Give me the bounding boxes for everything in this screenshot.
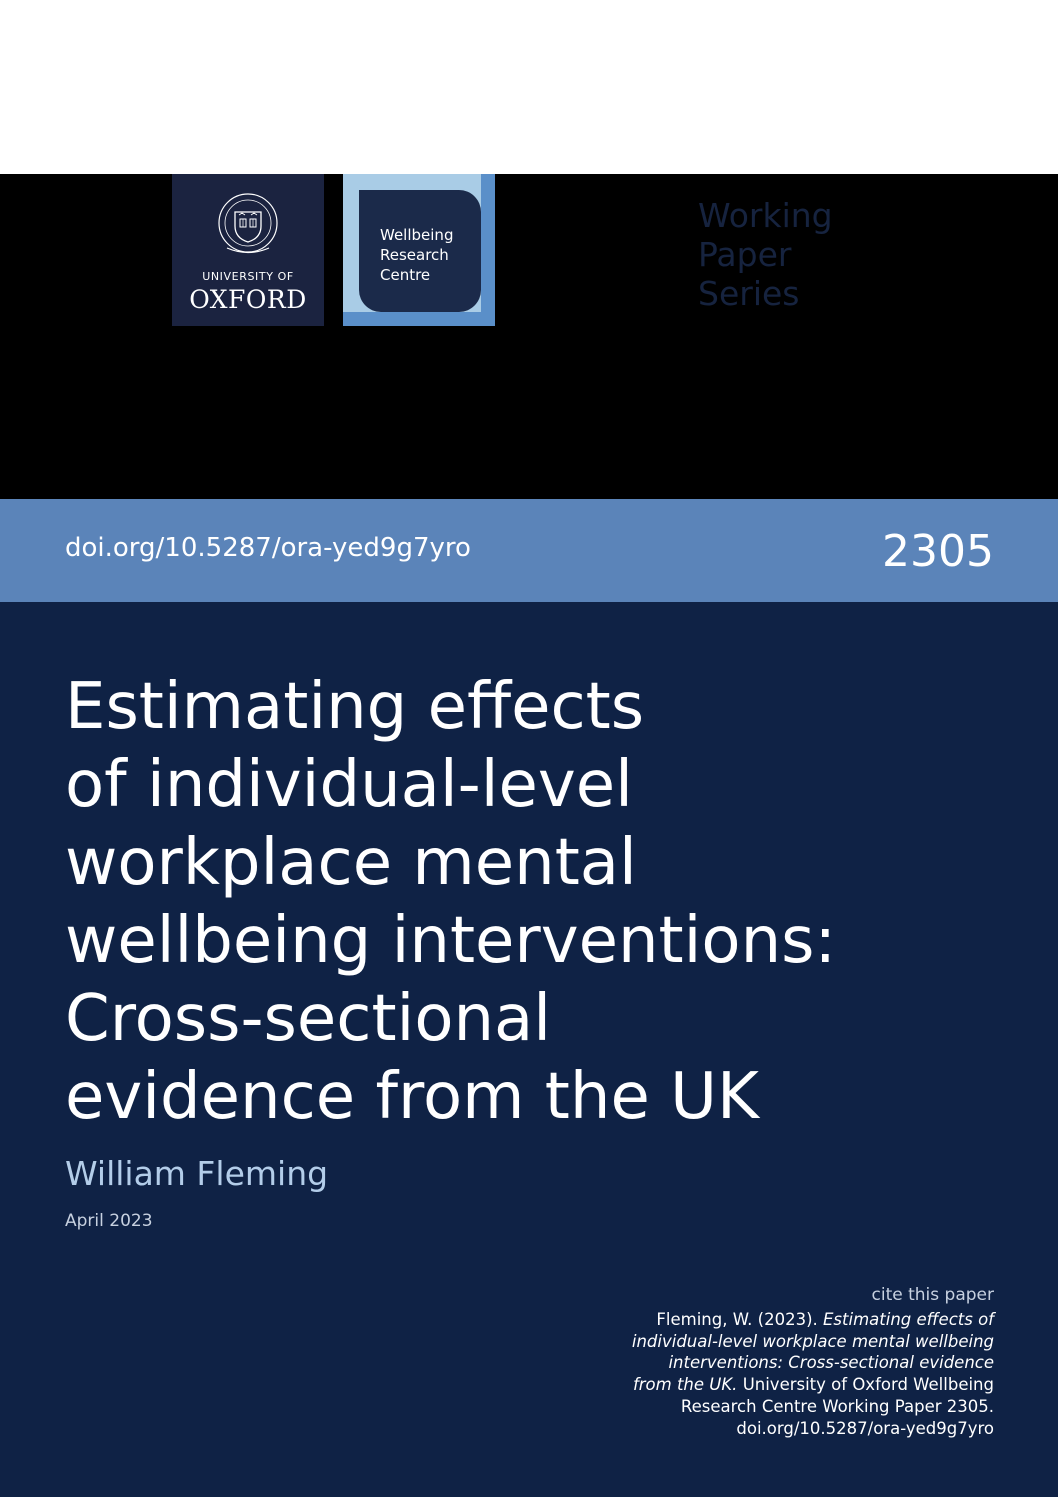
oxford-university-label: UNIVERSITY OF xyxy=(202,270,294,283)
series-line: Working xyxy=(698,196,833,235)
doi-link[interactable]: doi.org/10.5287/ora-yed9g7yro xyxy=(65,533,471,563)
citation-doi-link[interactable]: doi.org/10.5287/ora-yed9g7yro xyxy=(736,1418,994,1438)
citation-line: interventions: Cross-sectional evidence xyxy=(668,1353,994,1373)
top-margin xyxy=(0,0,1058,174)
citation-author-year: Fleming, W. (2023). xyxy=(656,1310,818,1329)
wrc-logo-line: Wellbeing xyxy=(380,226,454,244)
citation-block xyxy=(574,1309,994,1439)
wrc-logo-line: Research xyxy=(380,246,449,264)
citation-title-part: Estimating effects of xyxy=(823,1310,994,1329)
wellbeing-research-centre-logo xyxy=(343,174,495,326)
series-line: Series xyxy=(698,274,800,313)
paper-title xyxy=(65,668,965,1136)
citation-line xyxy=(574,1374,994,1396)
wrc-logo-line: Centre xyxy=(380,266,431,284)
paper-number: 2305 xyxy=(882,526,994,577)
wrc-logo-text xyxy=(380,225,453,285)
header-band xyxy=(0,174,1058,499)
oxford-crest-icon xyxy=(215,190,281,258)
citation-line: Research Centre Working Paper 2305. xyxy=(680,1396,994,1416)
publication-date: April 2023 xyxy=(65,1211,153,1231)
series-line: Paper xyxy=(698,235,792,274)
citation-line: individual-level workplace mental wellbeing xyxy=(631,1331,994,1351)
title-line: Estimating effects xyxy=(65,670,645,744)
title-line: wellbeing interventions: xyxy=(65,904,837,978)
title-line: evidence from the UK xyxy=(65,1060,759,1134)
doi-band xyxy=(0,499,1058,602)
author-name: William Fleming xyxy=(65,1154,329,1193)
citation-line xyxy=(574,1309,994,1331)
citation-publisher: University of Oxford Wellbeing xyxy=(742,1375,994,1395)
citation-title-part: from the UK. xyxy=(632,1375,738,1395)
cite-label: cite this paper xyxy=(871,1285,994,1305)
title-line: workplace mental xyxy=(65,826,637,900)
university-of-oxford-logo xyxy=(172,174,324,326)
title-line: Cross-sectional xyxy=(65,982,552,1056)
working-paper-series-label xyxy=(698,196,833,313)
title-line: of individual-level xyxy=(65,748,633,822)
title-section xyxy=(0,602,1058,1497)
oxford-wordmark: OXFORD xyxy=(189,285,307,314)
